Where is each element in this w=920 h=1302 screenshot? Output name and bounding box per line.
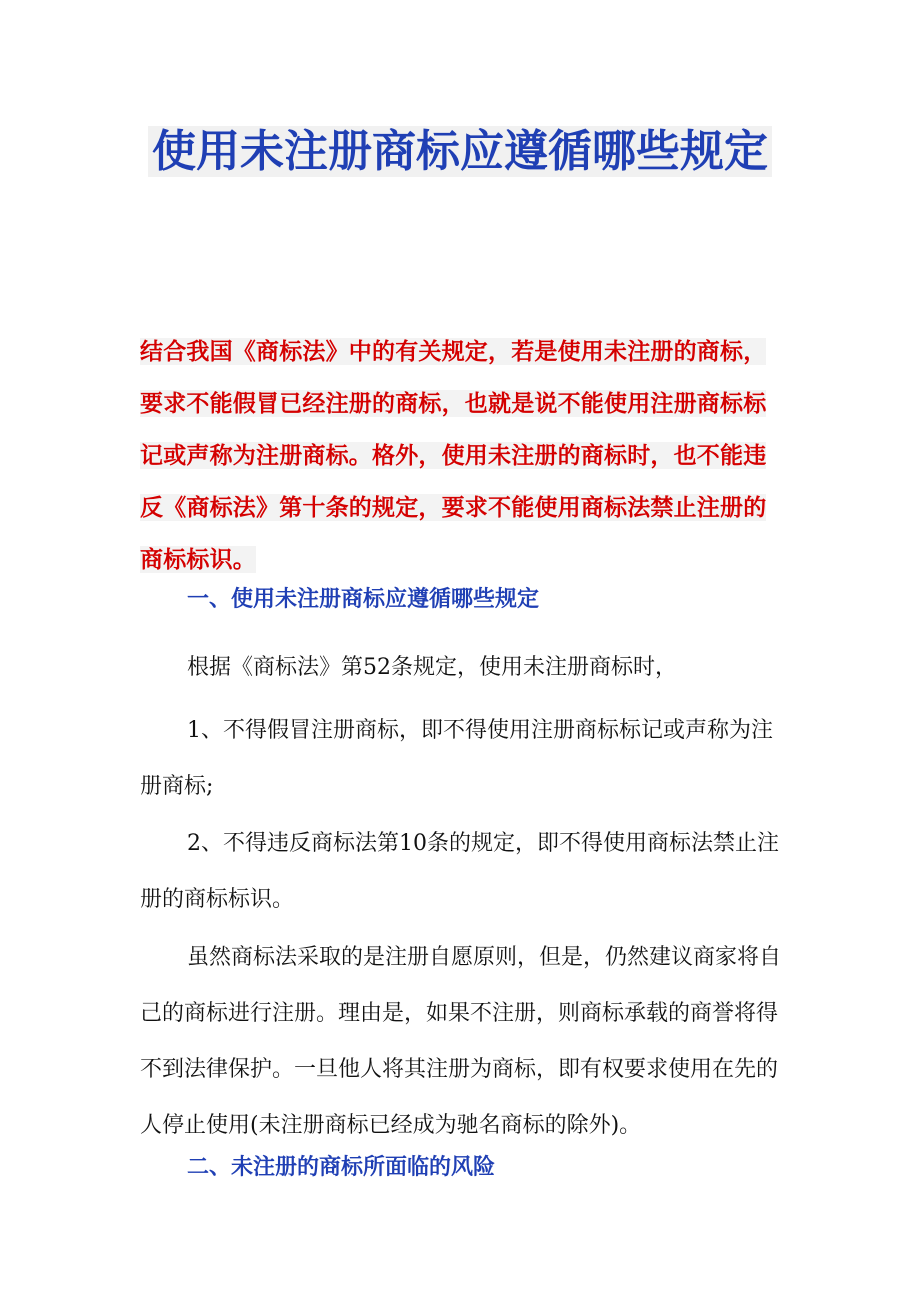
- section-1-item-2: 2、不得违反商标法第10条的规定，即不得使用商标法禁止注册的商标标识。: [140, 831, 779, 912]
- lead-paragraph-text: 结合我国《商标法》中的有关规定，若是使用未注册的商标，要求不能假冒已经注册的商标，也就是说不能使用注册商标标记或声称为注册商标。格外，使用未注册的商标时，也不能违反《商标法》第十条的规定，要求不能使用商标法禁止注册的商标标识。: [140, 338, 767, 573]
- section-1-body: 虽然商标法采取的是注册自愿原则，但是，仍然建议商家将自己的商标进行注册。理由是，如果不注册，则商标承载的商誉将得不到法律保护。一旦他人将其注册为商标，即有权要求使用在先的人停止使用(未注册商标已经成为驰名商标的除外)。: [140, 945, 782, 1138]
- section-1-intro: 根据《商标法》第52条规定，使用未注册商标时，: [187, 655, 677, 680]
- section-2-heading: 二、未注册的商标所面临的风险: [187, 1155, 496, 1180]
- lead-paragraph: [140, 326, 785, 586]
- section-1-item-1: 1、不得假冒注册商标，即不得使用注册商标标记或声称为注册商标;: [140, 718, 773, 799]
- document-title-text: 使用未注册商标应遵循哪些规定: [148, 126, 772, 177]
- document-title: [140, 118, 780, 186]
- section-1-heading: 一、使用未注册商标应遵循哪些规定: [187, 587, 540, 612]
